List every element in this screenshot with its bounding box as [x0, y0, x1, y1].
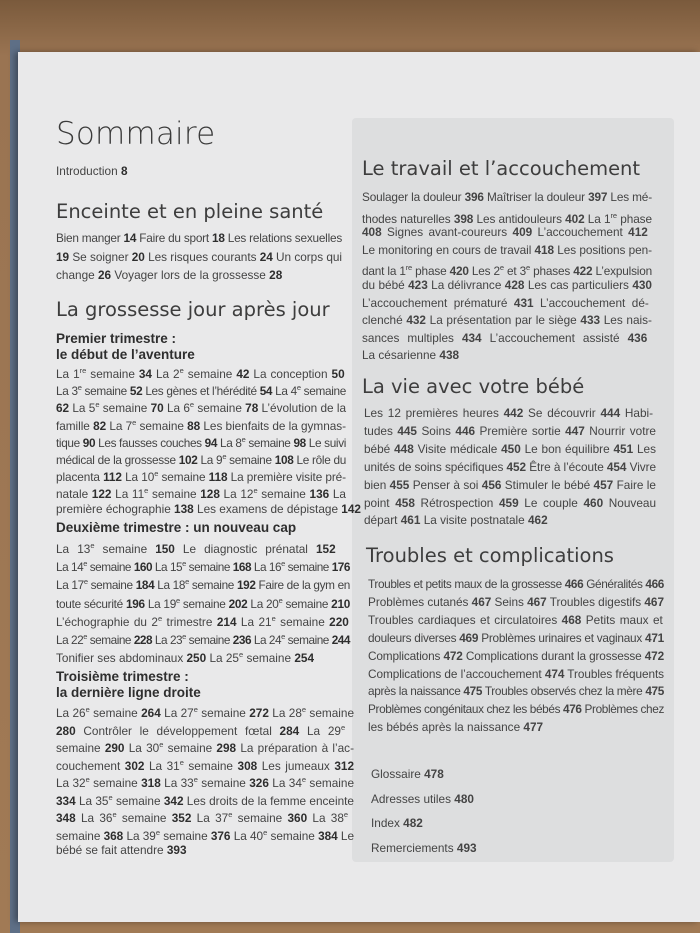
section-title-grossesse: La grossesse jour après jour — [56, 298, 330, 321]
page-number: 34 — [138, 366, 152, 381]
page-number: 19 — [56, 249, 70, 264]
page-number: 442 — [503, 406, 524, 420]
intro-page: 8 — [120, 164, 128, 178]
toc-line[interactable]: semaine 368 La 39e semaine 376 La 40e semaine 384 Le — [56, 827, 354, 843]
page-number: 458 — [395, 495, 415, 510]
section-title-travail: Le travail et l’accouchement — [362, 157, 641, 180]
toc-line[interactable]: clenché 432 La présentation par le siège 433 Les nais- — [362, 313, 652, 328]
toc-line[interactable]: départ 461 La visite postnatale 462 — [364, 513, 548, 528]
page-number: 94 — [204, 435, 218, 450]
intro-entry[interactable] — [56, 162, 128, 181]
toc-line[interactable]: bien 455 Penser à soi 456 Stimuler le bébé 457 Faire le — [364, 477, 656, 492]
page-number: 192 — [236, 578, 256, 593]
toc-line[interactable]: semaine 290 La 30e semaine 298 La préparation à l’ac- — [56, 740, 354, 755]
page-number: 236 — [232, 632, 252, 647]
page-number: 461 — [400, 513, 421, 528]
toc-line[interactable]: douleurs diverses 469 Problèmes urinaires et vaginaux 471 — [368, 630, 664, 645]
page-number: 62 — [56, 401, 70, 416]
page-number: 112 — [103, 470, 122, 485]
trimester3-subtitle: la dernière ligne droite — [56, 685, 201, 700]
page-number: 436 — [627, 330, 648, 345]
page-number: 447 — [565, 423, 585, 438]
page-number: 423 — [408, 278, 428, 292]
page-number: 420 — [449, 264, 469, 279]
page-number: 477 — [523, 720, 544, 735]
page-number: 474 — [544, 666, 565, 681]
toc-line[interactable]: Troubles et petits maux de la grossesse 466 Généralités 466 — [368, 577, 665, 591]
page-number: 342 — [163, 793, 184, 808]
toc-line[interactable]: famille 82 La 7e semaine 88 Les bienfaits de la gymnas- — [56, 417, 346, 433]
page-number: 450 — [501, 441, 521, 456]
page-number: 210 — [331, 596, 351, 611]
page-number: 214 — [216, 614, 237, 629]
page-number: 228 — [133, 632, 153, 647]
page-number: 422 — [573, 264, 593, 279]
page-number: 455 — [389, 477, 410, 492]
toc-line[interactable]: médical de la grossesse 102 La 9e semaine 108 Le rôle du — [56, 452, 346, 467]
page-number: 176 — [331, 560, 350, 575]
toc-line[interactable]: dant la 1re phase 420 Les 2e et 3e phases 422 L’expulsion — [362, 263, 653, 279]
page-number: 409 — [512, 225, 533, 240]
toc-line[interactable]: après la naissance 475 Troubles observés chez la mère 475 — [368, 684, 665, 699]
toc-line[interactable]: Glossaire 478 — [371, 767, 444, 781]
page-number: 102 — [178, 452, 198, 467]
toc-line[interactable]: 334 La 35e semaine 342 Les droits de la femme enceinte — [56, 792, 354, 808]
page-number: 136 — [309, 487, 330, 502]
page-number: 272 — [249, 705, 269, 720]
toc-line[interactable]: 280 Contrôler le développement fœtal 284 La 29e — [56, 722, 346, 738]
toc-line[interactable]: La 17e semaine 184 La 18e semaine 192 Faire de la gym en — [56, 577, 351, 593]
page-number: 397 — [588, 190, 608, 204]
page-number: 184 — [135, 578, 155, 593]
page-number: 26 — [97, 268, 112, 283]
toc-line[interactable]: Troubles cardiaques et circulatoires 468 Petits maux et — [368, 612, 663, 627]
toc-line[interactable]: point 458 Rétrospection 459 Le couple 460 Nouveau — [364, 495, 656, 510]
toc-line[interactable]: bébé se fait attendre 393 — [56, 843, 187, 857]
toc-line[interactable]: thodes naturelles 398 Les antidouleurs 402 La 1re phase — [362, 210, 652, 226]
toc-line[interactable]: La 22e semaine 228 La 23e semaine 236 La 24e semaine 244 — [56, 632, 350, 647]
page-number: 460 — [583, 495, 604, 510]
page-number: 433 — [580, 313, 601, 328]
page-number: 493 — [456, 840, 477, 855]
page-number: 168 — [232, 560, 252, 575]
page-number: 469 — [459, 630, 479, 645]
toc-line[interactable]: 348 La 36e semaine 352 La 37e semaine 360 La 38e — [56, 810, 349, 825]
page-number: 302 — [124, 758, 145, 773]
page-number: 250 — [186, 651, 207, 666]
toc-line[interactable]: Complications de l’accouchement 474 Troubles fréquents — [368, 666, 664, 681]
page-number: 298 — [216, 740, 237, 755]
page-number: 318 — [141, 775, 161, 790]
toc-line[interactable]: Problèmes cutanés 467 Seins 467 Troubles digestifs 467 — [368, 594, 664, 609]
toc-line[interactable]: 62 La 5e semaine 70 La 6e semaine 78 L’évolution de la — [56, 400, 347, 416]
page-number: 434 — [461, 330, 482, 345]
page-number: 244 — [331, 632, 350, 647]
toc-line[interactable]: Bien manger 14 Faire du sport 18 Les relations sexuelles — [56, 231, 343, 245]
page-number: 475 — [463, 684, 483, 699]
trimester1-title: Premier trimestre : — [56, 331, 177, 346]
toc-line[interactable]: 408 Signes avant-coureurs 409 L’accouchement 412 — [362, 225, 648, 240]
page-number: 457 — [593, 477, 614, 492]
page-number: 18 — [212, 231, 225, 245]
section-title-troubles: Troubles et complications — [366, 544, 614, 567]
page-number: 50 — [331, 366, 345, 381]
page-number: 462 — [527, 513, 548, 528]
toc-line[interactable]: Complications 472 Complications durant la grossesse 472 — [368, 648, 665, 663]
page-number: 412 — [628, 225, 648, 240]
page-number: 98 — [293, 435, 306, 450]
toc-line[interactable]: La 13e semaine 150 Le diagnostic prénatal 152 — [56, 541, 336, 556]
toc-line[interactable]: La 14e semaine 160 La 15e semaine 168 La 16e semaine 176 — [56, 559, 350, 575]
toc-line[interactable]: change 26 Voyager lors de la grossesse 28 — [56, 268, 283, 283]
page-number: 478 — [424, 767, 444, 781]
page-number: 70 — [150, 401, 164, 416]
toc-line[interactable]: Adresses utiles 480 — [371, 791, 474, 806]
page-number: 468 — [561, 612, 582, 627]
page-number: 438 — [439, 348, 460, 363]
page-number: 78 — [245, 401, 259, 416]
toc-line[interactable]: Remerciements 493 — [371, 840, 477, 855]
page-number: 118 — [208, 470, 228, 485]
page-number: 432 — [406, 313, 426, 328]
toc-line[interactable]: La césarienne 438 — [362, 348, 460, 363]
page-number: 475 — [645, 684, 665, 699]
page-number: 150 — [155, 541, 175, 556]
page-number: 202 — [228, 596, 248, 611]
page-number: 360 — [287, 810, 308, 825]
page-number: 326 — [249, 775, 269, 790]
page-number: 398 — [453, 211, 474, 226]
page-number: 396 — [464, 190, 484, 204]
page-number: 152 — [315, 541, 336, 556]
toc-line[interactable]: L’accouchement prématuré 431 L’accouchement dé- — [362, 295, 649, 310]
section-title-vie: La vie avec votre bébé — [362, 375, 585, 398]
toc-line[interactable]: Tonifier ses abdominaux 250 La 25e semaine 254 — [56, 650, 315, 666]
page-number: 196 — [125, 596, 145, 611]
page-number: 348 — [56, 810, 76, 825]
page-number: 14 — [123, 231, 137, 245]
page-number: 472 — [443, 648, 463, 663]
toc-line[interactable]: Le monitoring en cours de travail 418 Les positions pen- — [362, 242, 652, 257]
page-number: 480 — [454, 791, 474, 806]
page-number: 368 — [103, 828, 124, 843]
intro-label: Introduction — [56, 164, 118, 178]
toc-line[interactable]: La 26e semaine 264 La 27e semaine 272 La 28e semaine — [56, 705, 355, 720]
toc-line[interactable]: 19 Se soigner 20 Les risques courants 24 Un corps qui — [56, 249, 342, 264]
page-number: 452 — [506, 459, 527, 474]
page-number: 160 — [133, 560, 153, 575]
page-number: 471 — [645, 630, 664, 645]
page-number: 476 — [563, 702, 582, 717]
page-number: 308 — [237, 758, 258, 773]
toc-line[interactable]: La 3e semaine 52 Les gènes et l’hérédité 54 La 4e semaine — [56, 383, 347, 399]
toc-line[interactable]: Les 12 premières heures 442 Se découvrir 444 Habi- — [364, 406, 654, 420]
page-number: 20 — [131, 249, 145, 264]
page-number: 108 — [274, 452, 294, 467]
page-number: 428 — [504, 278, 525, 292]
toc-line[interactable]: bébé 448 Visite médicale 450 Le bon équilibre 451 Les — [364, 441, 656, 456]
page-number: 445 — [397, 423, 417, 438]
page-number: 128 — [200, 487, 220, 502]
page-number: 42 — [236, 366, 250, 381]
page-number: 90 — [82, 435, 96, 450]
page-number: 456 — [481, 477, 502, 492]
page-number: 52 — [129, 384, 143, 399]
page-number: 408 — [362, 225, 382, 240]
page-number: 352 — [171, 810, 192, 825]
page-number: 290 — [104, 740, 125, 755]
toc-line[interactable]: tudes 445 Soins 446 Première sortie 447 Nourrir votre — [364, 423, 656, 438]
page-number: 54 — [259, 384, 273, 399]
page-number: 448 — [394, 441, 414, 456]
toc-line[interactable]: couchement 302 La 31e semaine 308 Les jumeaux 312 — [56, 757, 355, 773]
toc-line[interactable]: les bébés après la naissance 477 — [368, 720, 544, 735]
page-number: 334 — [56, 793, 76, 808]
page-number: 254 — [294, 651, 315, 666]
page-number: 280 — [56, 723, 76, 738]
page-number: 482 — [403, 816, 423, 830]
toc-line[interactable]: Problèmes congénitaux chez les bébés 476 Problèmes chez — [368, 702, 664, 717]
page-number: 142 — [341, 501, 361, 516]
page-number: 264 — [141, 705, 161, 720]
page-number: 454 — [606, 459, 627, 474]
page-number: 430 — [632, 278, 652, 292]
page-number: 466 — [564, 577, 584, 591]
toc-line[interactable]: première échographie 138 Les examens de dépistage 142 — [56, 501, 361, 516]
page-number: 312 — [334, 758, 355, 773]
page-number: 82 — [93, 418, 107, 433]
page-number: 122 — [91, 487, 112, 502]
toc-line[interactable]: Index 482 — [371, 816, 423, 830]
trimester3-title: Troisième trimestre : — [56, 669, 189, 684]
page-number: 459 — [498, 495, 519, 510]
page-number: 284 — [279, 723, 300, 738]
page-number: 88 — [187, 418, 201, 433]
toc-line[interactable]: placenta 112 La 10e semaine 118 La première visite pré- — [56, 469, 346, 485]
page-number: 393 — [166, 843, 187, 857]
toc-line[interactable]: tique 90 Les fausses couches 94 La 8e semaine 98 Le suivi — [56, 434, 347, 450]
toc-line[interactable]: du bébé 423 La délivrance 428 Les cas particuliers 430 — [362, 278, 652, 292]
page-number: 28 — [269, 268, 283, 283]
toc-line[interactable]: La 32e semaine 318 La 33e semaine 326 La 34e semaine — [56, 775, 355, 790]
page-number: 138 — [174, 501, 194, 516]
page-number: 376 — [210, 828, 231, 843]
trimester1-subtitle: le début de l’aventure — [56, 347, 195, 362]
page-title: Sommaire — [56, 116, 216, 152]
page-number: 402 — [565, 211, 585, 226]
toc-line[interactable]: unités de soins spécifiques 452 Être à l’écoute 454 Vivre — [364, 459, 656, 474]
page-number: 451 — [613, 441, 634, 456]
section-title-enceinte: Enceinte et en pleine santé — [56, 200, 324, 223]
page-number: 467 — [644, 594, 664, 609]
toc-line[interactable]: natale 122 La 11e semaine 128 La 12e semaine 136 La — [56, 486, 346, 502]
toc-line[interactable]: toute sécurité 196 La 19e semaine 202 La 20e semaine 210 — [56, 595, 351, 611]
page-number: 444 — [600, 406, 621, 420]
page-number: 220 — [329, 614, 349, 629]
toc-line[interactable]: L’échographie du 2e trimestre 214 La 21e semaine 220 — [56, 613, 349, 629]
page-number: 446 — [455, 423, 476, 438]
page-number: 472 — [644, 648, 665, 663]
toc-line[interactable]: Soulager la douleur 396 Maîtriser la douleur 397 Les mé- — [362, 190, 652, 204]
page-number: 466 — [645, 577, 665, 591]
trimester2-title: Deuxième trimestre : un nouveau cap — [56, 520, 297, 535]
toc-line[interactable]: sances multiples 434 L’accouchement assisté 436 — [362, 330, 648, 345]
page-number: 418 — [534, 242, 555, 257]
page-number: 384 — [318, 828, 338, 843]
toc-line[interactable]: La 1re semaine 34 La 2e semaine 42 La conception 50 — [56, 366, 345, 381]
page-number: 24 — [259, 249, 273, 264]
page-number: 467 — [527, 594, 547, 609]
page-number: 467 — [471, 594, 492, 609]
page-number: 431 — [513, 295, 534, 310]
